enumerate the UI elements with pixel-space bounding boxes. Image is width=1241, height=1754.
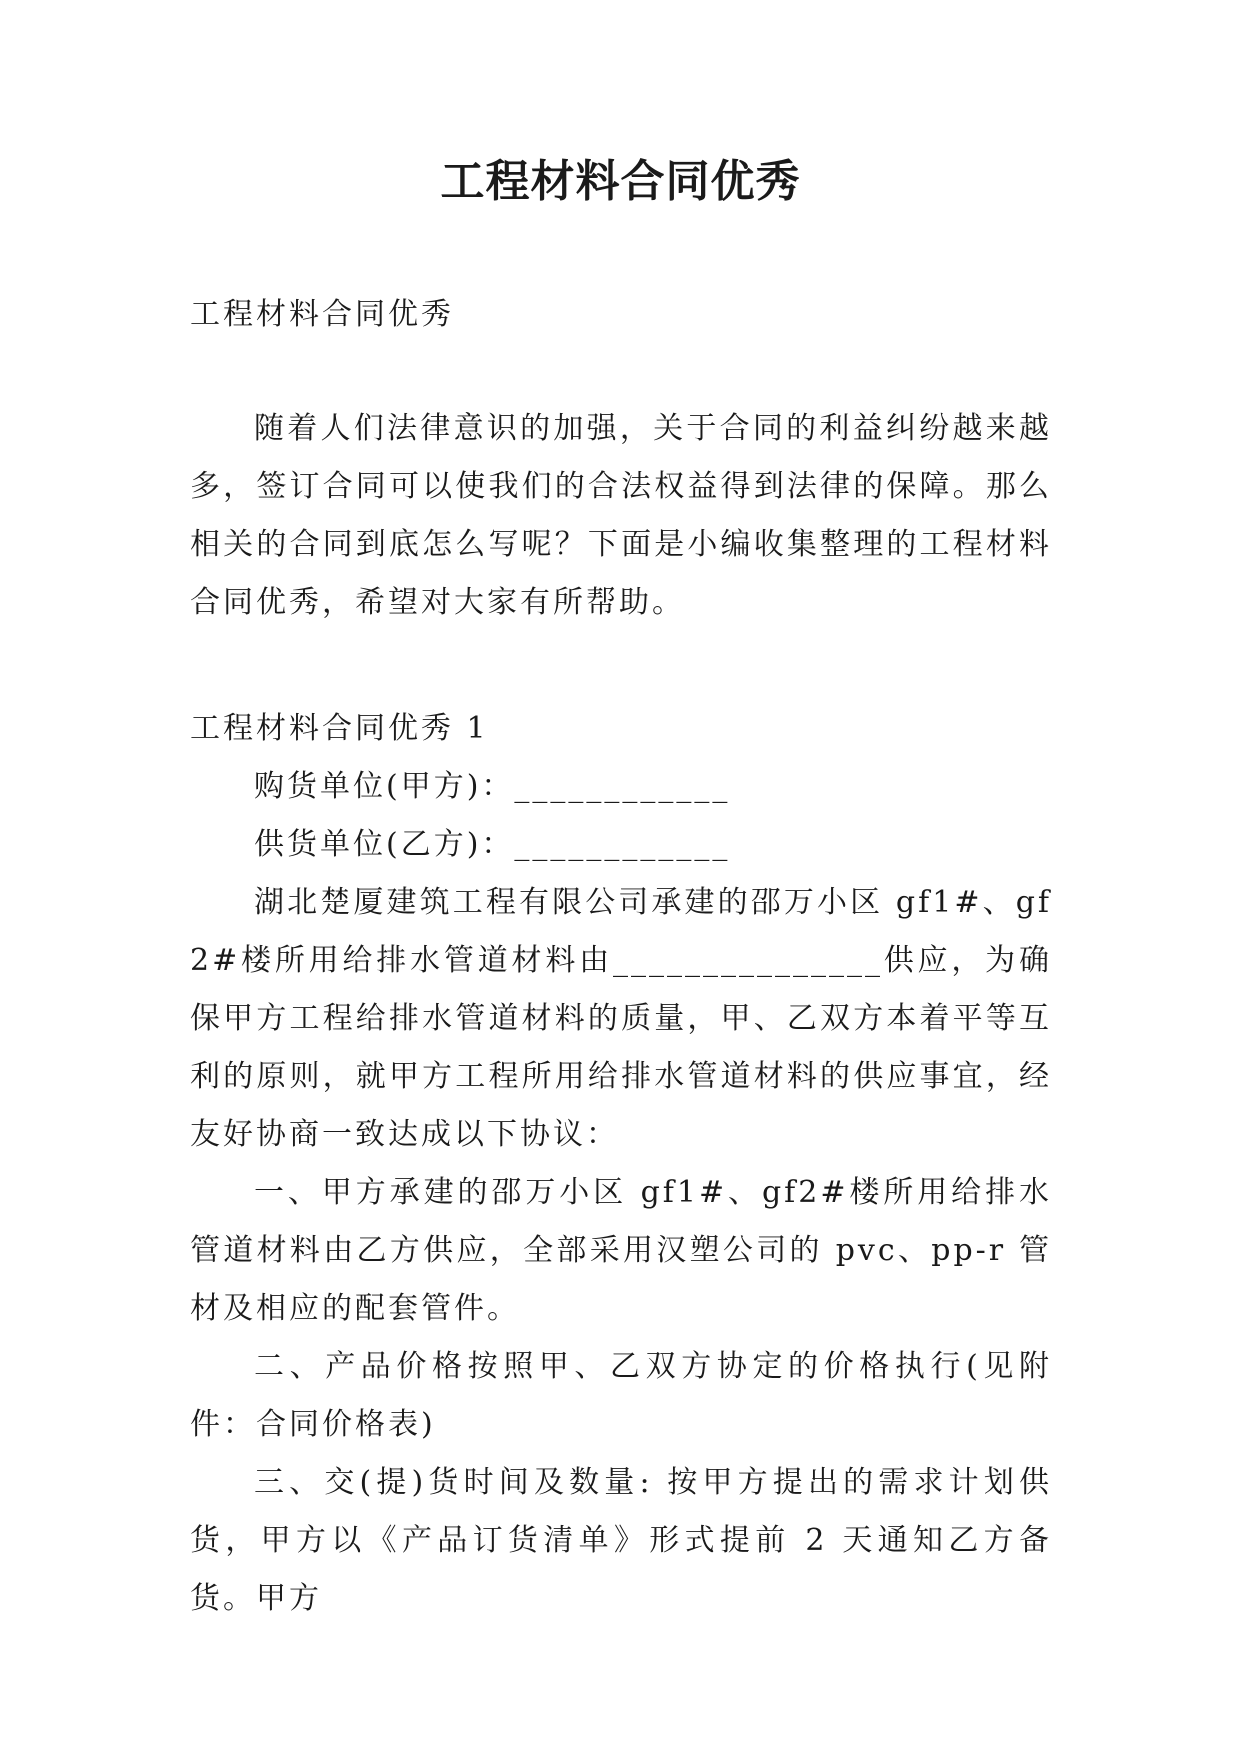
intro-paragraph: 随着人们法律意识的加强，关于合同的利益纠纷越来越多，签订合同可以使我们的合法权益得到法律的保障。那么相关的合同到底怎么写呢？下面是小编收集整理的工程材料合同优秀，希望对大家有所帮助。 [190, 411, 1052, 620]
contract-paragraph: 湖北楚厦建筑工程有限公司承建的邵万小区 gf1#、gf2#楼所用给排水管道材料由_______________供应，为确保甲方工程给排水管道材料的质量，甲、乙双方本着平等互利的原则，就甲方工程所用给排水管道材料的供应事宜，经友好协商一致达成以下协议： [190, 885, 1052, 1152]
document-title: 工程材料合同优秀 [440, 156, 801, 207]
clause-3: 三、交(提)货时间及数量: 按甲方提出的需求计划供货，甲方以《产品订货清单》形式提前 2 天通知乙方备货。甲方 [190, 1465, 1052, 1616]
section-heading: 工程材料合同优秀 1 [190, 711, 489, 746]
document-subtitle: 工程材料合同优秀 [190, 297, 454, 332]
clause-2: 二、产品价格按照甲、乙双方协定的价格执行(见附件：合同价格表) [190, 1349, 1052, 1442]
buyer-line: 购货单位(甲方)：____________ [254, 769, 731, 804]
supplier-line: 供货单位(乙方)：____________ [254, 827, 731, 862]
clause-1: 一、甲方承建的邵万小区 gf1#、gf2#楼所用给排水管道材料由乙方供应，全部采用汉塑公司的 pvc、pp-r 管材及相应的配套管件。 [190, 1175, 1052, 1326]
